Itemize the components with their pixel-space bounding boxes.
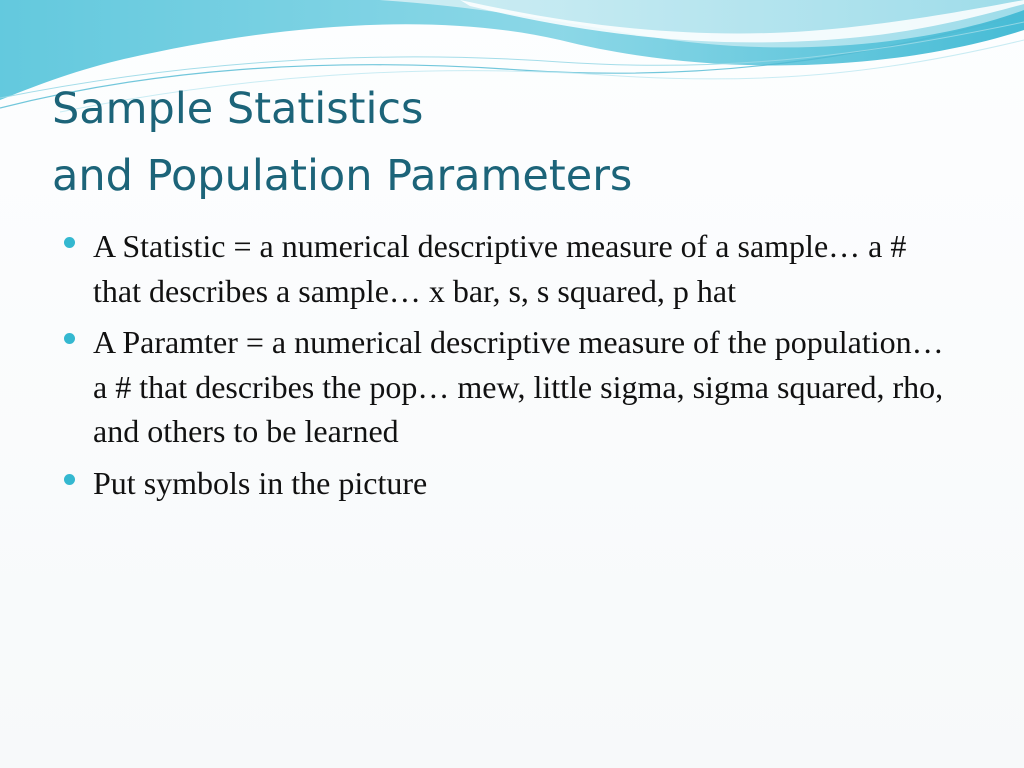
- bullet-item: [62, 320, 952, 454]
- slide-title-line-2: and Population Parameters: [52, 151, 633, 201]
- bullet-text: Put symbols in the picture: [93, 464, 428, 501]
- bullet-dot-icon: [64, 237, 75, 248]
- bullet-dot-icon: [64, 474, 75, 485]
- bullet-text: A Statistic = a numerical descriptive measure of a sample… a # that describes a sample… x bar, s, s squared, p hat: [93, 228, 907, 309]
- bullet-list: [62, 224, 952, 512]
- slide-title-line-1: Sample Statistics: [52, 84, 424, 134]
- bullet-dot-icon: [64, 333, 75, 344]
- bullet-text: A Paramter = a numerical descriptive measure of the population… a # that describes the pop… mew, little sigma, sigma squared, rho, and others to be learned: [93, 324, 944, 449]
- slide-title: [52, 76, 992, 210]
- bullet-item: [62, 461, 952, 506]
- bullet-item: [62, 224, 952, 313]
